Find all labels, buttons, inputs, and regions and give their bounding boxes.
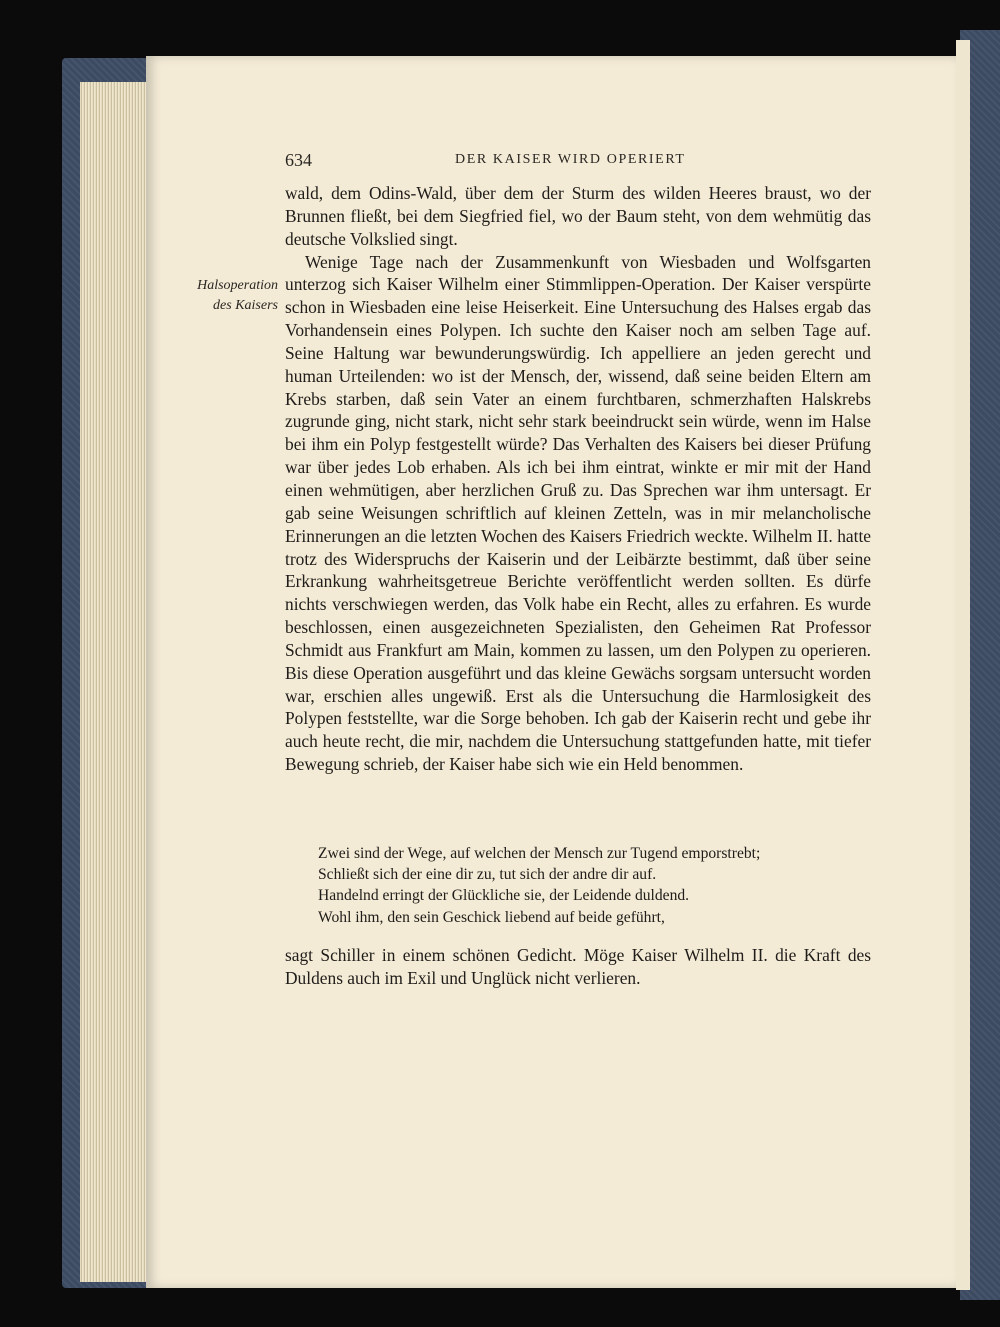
page-header xyxy=(285,150,875,174)
margin-note-line-2: des Kaisers xyxy=(213,298,278,313)
poem-line-4: Wohl ihm, den sein Geschick liebend auf beide geführt, xyxy=(318,908,665,926)
page-number: 634 xyxy=(285,150,312,170)
running-head: DER KAISER WIRD OPERIERT xyxy=(455,152,686,167)
poem-line-1: Zwei sind der Wege, auf welchen der Mensch zur Tugend emporstrebt; xyxy=(318,845,761,862)
opposite-page-edge xyxy=(956,40,970,1290)
poem-quote xyxy=(318,843,878,928)
closing-paragraph: sagt Schiller in einem schönen Gedicht. Möge Kaiser Wilhelm II. die Kraft des Duldens auch im Exil und Unglück nicht verlieren. xyxy=(285,945,871,988)
poem-line-3: Handelnd erringt der Glückliche sie, der Leidende duldend. xyxy=(318,887,690,905)
poem-line-2: Schließt sich der eine dir zu, tut sich der andre dir auf. xyxy=(318,866,657,884)
margin-note xyxy=(168,276,278,316)
paragraph-2: Wenige Tage nach der Zusammenkunft von Wiesbaden und Wolfsgarten unterzog sich Kaiser Wilhelm einer Stimmlippen-Operation. Der Kaiser verspürte schon in Wiesbaden eine leise Heiserkeit. Eine Untersuchung des Halses ergab das Vorhandensein eines Polypen. Ich suchte den Kaiser noch am selben Tage auf. Seine Haltung war bewunderungswürdig. Ich appelliere an jeden gerecht und human Urteilenden: wo ist der Mensch, der, wissend, daß seine beiden Eltern am Krebs starben, daß sein Vater an einem furchtbaren, schmerzhaften Halskrebs zugrunde ging, nicht stark, nicht sehr stark beeindruckt sein würde, wenn im Halse bei ihm ein Polyp festgestellt würde? Das Verhalten des Kaisers bei dieser Prüfung war über jedes Lob erhaben. Als ich bei ihm eintrat, winkte er mir mit der Hand einen wehmütigen, aber herzlichen Gruß zu. Das Sprechen war ihm untersagt. Er gab seine Weisungen schriftlich auf kleinen Zetteln, was in mir melancholische Erinnerungen an die letzten Wochen des Kaisers Friedrich weckte. Wilhelm II. hatte trotz des Widerspruchs der Kaiserin und der Leibärzte bestimmt, daß über seine Erkrankung wahrheitsgetreue Berichte veröffentlicht werden sollten. Es dürfe nichts verschwiegen werden, das Volk habe ein Recht, alles zu erfahren. Es wurde beschlossen, einen ausgezeichneten Spezialisten, den Geheimen Rat Professor Schmidt aus Frankfurt am Main, kommen zu lassen, um den Polypen zu operieren. Bis diese Operation ausgeführt und das kleine Gewächs sorgsam untersucht worden war, erschien alles ungewiß. Erst als die Untersuchung die Harmlosigkeit des Polypen feststellte, war die Sorge behoben. Ich gab der Kaiserin recht und gebe ihr auch heute recht, die mir, nachdem die Untersuchung stattgefunden hatte, mit tiefer Bewegung schrieb, der Kaiser habe sich wie ein Held benommen. xyxy=(285,251,871,775)
body-text xyxy=(285,182,871,776)
page-edges xyxy=(80,82,150,1282)
paragraph-1: wald, dem Odins-Wald, über dem der Sturm des wilden Heeres braust, wo der Brunnen fließt, bei dem Siegfried fiel, wo der Baum steht, von dem wehmütig das deutsche Volkslied singt. xyxy=(285,183,871,249)
closing-text xyxy=(285,944,871,990)
margin-note-line-1: Halsoperation xyxy=(197,278,278,293)
